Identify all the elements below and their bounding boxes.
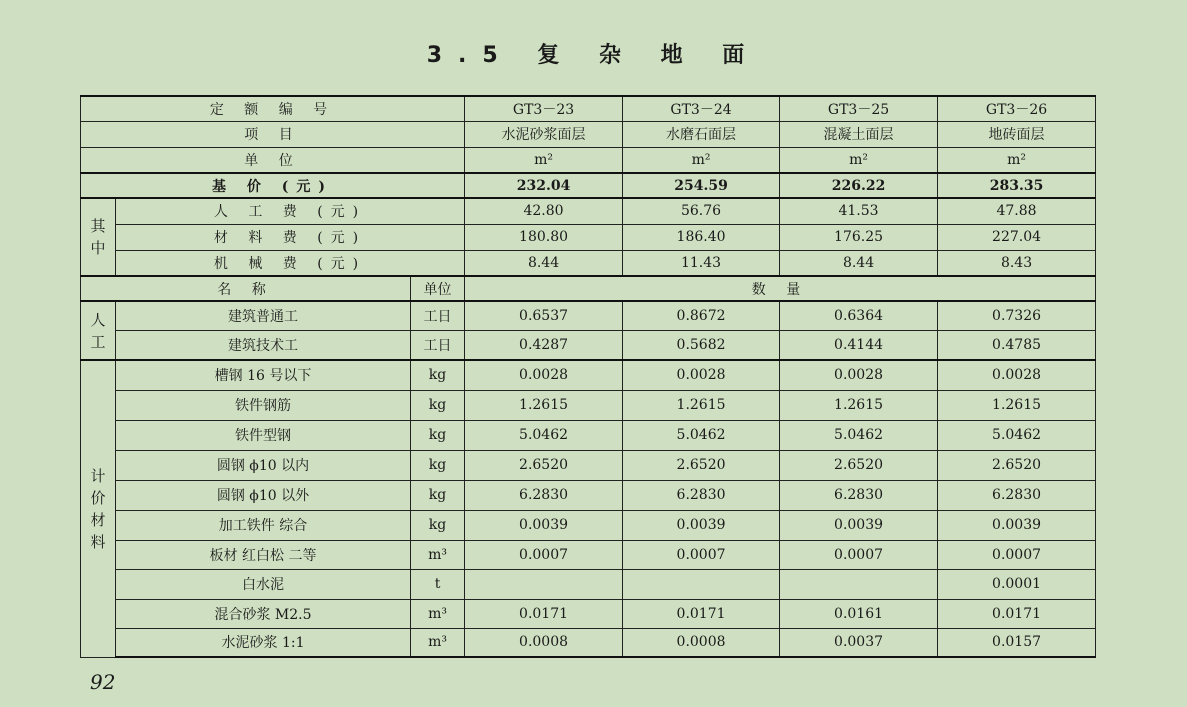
breakdown-row xyxy=(81,250,1096,276)
material-cell: 6.2830 xyxy=(623,480,780,510)
material-unit: m³ xyxy=(411,540,465,569)
material-cell: 5.0462 xyxy=(465,420,623,450)
material-unit: m³ xyxy=(411,628,465,657)
base-price-label: 基 价 (元) xyxy=(81,173,465,198)
material-name: 圆钢 ϕ10 以内 xyxy=(116,450,411,480)
material-unit: t xyxy=(411,569,465,599)
material-unit: kg xyxy=(411,450,465,480)
labor-name: 建筑普通工 xyxy=(116,301,411,330)
material-cell: 0.0171 xyxy=(623,599,780,628)
breakdown-cell: 8.44 xyxy=(465,250,623,276)
breakdown-cell: 176.25 xyxy=(780,224,938,250)
material-unit: kg xyxy=(411,390,465,420)
material-row xyxy=(81,510,1096,540)
material-group-label xyxy=(81,360,116,657)
labor-row xyxy=(81,301,1096,330)
material-cell: 6.2830 xyxy=(465,480,623,510)
code-cell: GT3－24 xyxy=(623,96,780,121)
unit-cell: m² xyxy=(938,147,1096,173)
item-cell: 水泥砂浆面层 xyxy=(465,121,623,147)
material-row xyxy=(81,360,1096,390)
base-price-row xyxy=(81,173,1096,198)
breakdown-cell: 8.43 xyxy=(938,250,1096,276)
material-cell: 0.0007 xyxy=(780,540,938,569)
labor-cell: 0.4144 xyxy=(780,330,938,360)
material-cell: 0.0007 xyxy=(465,540,623,569)
material-cell: 6.2830 xyxy=(780,480,938,510)
item-cell: 混凝土面层 xyxy=(780,121,938,147)
material-name: 加工铁件 综合 xyxy=(116,510,411,540)
material-name: 槽钢 16 号以下 xyxy=(116,360,411,390)
material-cell: 5.0462 xyxy=(938,420,1096,450)
labor-row xyxy=(81,330,1096,360)
material-cell: 0.0008 xyxy=(623,628,780,657)
base-price-cell: 232.04 xyxy=(465,173,623,198)
material-cell xyxy=(465,569,623,599)
material-cell: 0.0037 xyxy=(780,628,938,657)
breakdown-cell: 42.80 xyxy=(465,198,623,224)
material-cell: 1.2615 xyxy=(465,390,623,420)
labor-unit: 工日 xyxy=(411,301,465,330)
material-cell: 0.0039 xyxy=(938,510,1096,540)
breakdown-label: 材 料 费 (元) xyxy=(116,224,465,250)
breakdown-cell: 227.04 xyxy=(938,224,1096,250)
material-cell: 0.0008 xyxy=(465,628,623,657)
quantity-column-header: 数 量 xyxy=(465,276,1096,301)
labor-group-text: 人工 xyxy=(90,310,106,351)
code-cell: GT3－25 xyxy=(780,96,938,121)
material-cell xyxy=(623,569,780,599)
base-price-cell: 254.59 xyxy=(623,173,780,198)
material-name: 铁件型钢 xyxy=(116,420,411,450)
labor-unit: 工日 xyxy=(411,330,465,360)
material-cell: 0.0039 xyxy=(623,510,780,540)
page-number: 92 xyxy=(90,670,116,694)
labor-cell: 0.4287 xyxy=(465,330,623,360)
material-row xyxy=(81,480,1096,510)
material-cell: 0.0171 xyxy=(938,599,1096,628)
base-price-cell: 283.35 xyxy=(938,173,1096,198)
material-cell: 0.0028 xyxy=(780,360,938,390)
quota-table xyxy=(80,95,1096,658)
material-cell: 0.0161 xyxy=(780,599,938,628)
labor-cell: 0.7326 xyxy=(938,301,1096,330)
material-cell: 5.0462 xyxy=(623,420,780,450)
material-cell: 0.0007 xyxy=(623,540,780,569)
material-cell: 0.0028 xyxy=(465,360,623,390)
material-cell: 5.0462 xyxy=(780,420,938,450)
code-row xyxy=(81,96,1096,121)
material-unit: kg xyxy=(411,420,465,450)
material-cell: 6.2830 xyxy=(938,480,1096,510)
unit-cell: m² xyxy=(465,147,623,173)
code-label: 定 额 编 号 xyxy=(81,96,465,121)
material-row xyxy=(81,628,1096,657)
material-unit: kg xyxy=(411,510,465,540)
material-name: 铁件钢筋 xyxy=(116,390,411,420)
page-title: 3.5 复 杂 地 面 xyxy=(426,43,761,68)
base-price-cell: 226.22 xyxy=(780,173,938,198)
labor-group-label xyxy=(81,301,116,360)
material-cell: 0.0039 xyxy=(465,510,623,540)
material-cell: 0.0028 xyxy=(623,360,780,390)
name-column-header: 名 称 xyxy=(81,276,411,301)
material-cell: 2.6520 xyxy=(623,450,780,480)
material-cell: 1.2615 xyxy=(623,390,780,420)
unit-cell: m² xyxy=(623,147,780,173)
material-name: 混合砂浆 M2.5 xyxy=(116,599,411,628)
breakdown-group-label xyxy=(81,198,116,276)
breakdown-label: 机 械 费 (元) xyxy=(116,250,465,276)
material-name: 白水泥 xyxy=(116,569,411,599)
column-header-row xyxy=(81,276,1096,301)
labor-cell: 0.8672 xyxy=(623,301,780,330)
breakdown-group-text: 其中 xyxy=(90,217,106,257)
material-cell: 2.6520 xyxy=(465,450,623,480)
unit-column-header: 单位 xyxy=(411,276,465,301)
breakdown-label: 人 工 费 (元) xyxy=(116,198,465,224)
breakdown-cell: 11.43 xyxy=(623,250,780,276)
material-cell: 1.2615 xyxy=(938,390,1096,420)
material-row xyxy=(81,450,1096,480)
breakdown-cell: 56.76 xyxy=(623,198,780,224)
labor-cell: 0.6364 xyxy=(780,301,938,330)
unit-row xyxy=(81,147,1096,173)
labor-cell: 0.5682 xyxy=(623,330,780,360)
unit-cell: m² xyxy=(780,147,938,173)
material-name: 圆钢 ϕ10 以外 xyxy=(116,480,411,510)
material-cell: 0.0007 xyxy=(938,540,1096,569)
breakdown-row xyxy=(81,224,1096,250)
material-cell: 0.0028 xyxy=(938,360,1096,390)
item-row xyxy=(81,121,1096,147)
material-cell: 2.6520 xyxy=(780,450,938,480)
labor-name: 建筑技术工 xyxy=(116,330,411,360)
unit-label: 单 位 xyxy=(81,147,465,173)
material-cell: 2.6520 xyxy=(938,450,1096,480)
item-cell: 地砖面层 xyxy=(938,121,1096,147)
breakdown-cell: 186.40 xyxy=(623,224,780,250)
breakdown-cell: 180.80 xyxy=(465,224,623,250)
material-group-text: 计价材料 xyxy=(90,466,106,551)
breakdown-cell: 47.88 xyxy=(938,198,1096,224)
material-unit: m³ xyxy=(411,599,465,628)
material-unit: kg xyxy=(411,480,465,510)
material-row xyxy=(81,599,1096,628)
breakdown-cell: 41.53 xyxy=(780,198,938,224)
material-cell: 0.0001 xyxy=(938,569,1096,599)
item-label: 项 目 xyxy=(81,121,465,147)
item-cell: 水磨石面层 xyxy=(623,121,780,147)
labor-cell: 0.6537 xyxy=(465,301,623,330)
code-cell: GT3－26 xyxy=(938,96,1096,121)
material-cell: 0.0039 xyxy=(780,510,938,540)
labor-cell: 0.4785 xyxy=(938,330,1096,360)
material-row xyxy=(81,540,1096,569)
material-cell xyxy=(780,569,938,599)
material-cell: 0.0157 xyxy=(938,628,1096,657)
code-cell: GT3－23 xyxy=(465,96,623,121)
material-unit: kg xyxy=(411,360,465,390)
material-name: 板材 红白松 二等 xyxy=(116,540,411,569)
material-row xyxy=(81,569,1096,599)
material-cell: 1.2615 xyxy=(780,390,938,420)
breakdown-row xyxy=(81,198,1096,224)
material-row xyxy=(81,390,1096,420)
breakdown-cell: 8.44 xyxy=(780,250,938,276)
material-row xyxy=(81,420,1096,450)
material-name: 水泥砂浆 1:1 xyxy=(116,628,411,657)
material-cell: 0.0171 xyxy=(465,599,623,628)
